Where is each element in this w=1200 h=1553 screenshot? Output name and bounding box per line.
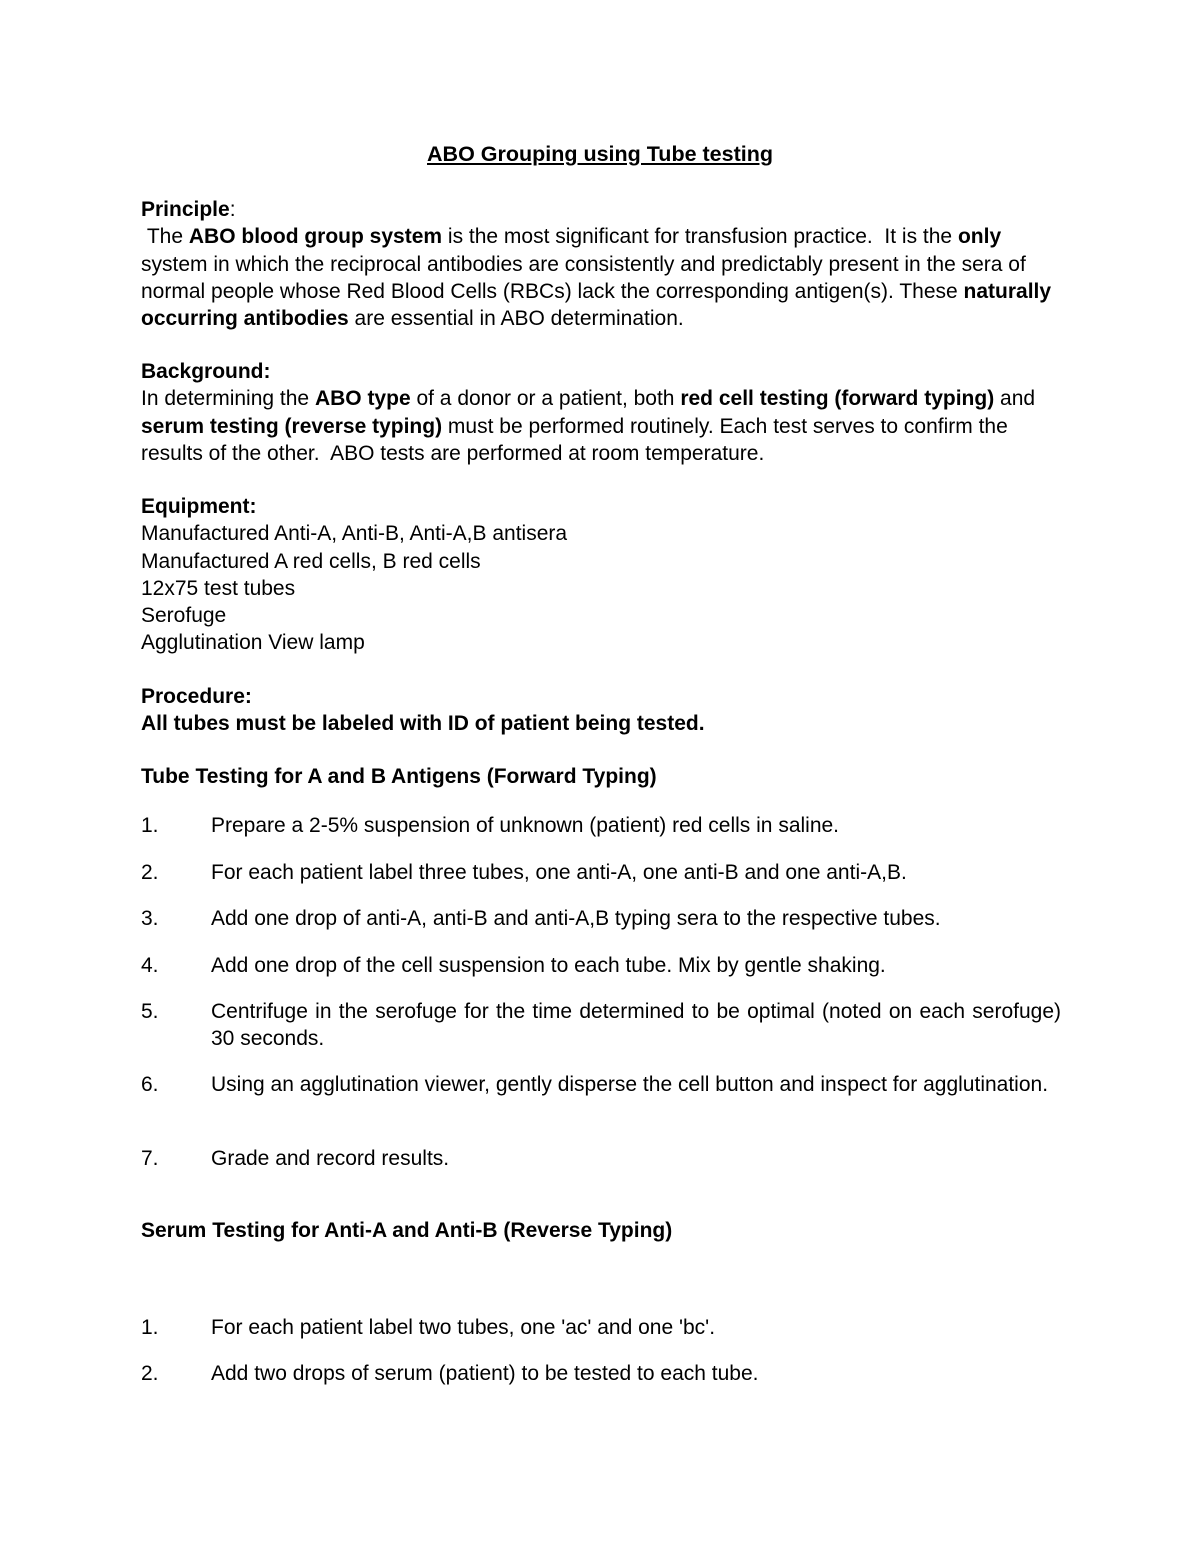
equipment-section [141, 493, 1061, 657]
forward-step [141, 952, 1061, 979]
step-number: 1. [141, 814, 159, 837]
background-bold-3: serum testing (reverse typing) [141, 414, 443, 438]
principle-bold-3: naturally occurring antibodies [141, 279, 1057, 331]
step-number: 1. [141, 1316, 159, 1339]
step-text: Prepare a 2-5% suspension of unknown (patient) red cells in saline. [211, 814, 840, 837]
background-heading: Background: [141, 360, 271, 383]
forward-step [141, 905, 1061, 932]
background-paragraph [141, 385, 1061, 467]
equipment-item: Agglutination View lamp [141, 631, 365, 655]
step-text: For each patient label two tubes, one 'ac' and one 'bc'. [211, 1316, 716, 1339]
step-number: 7. [141, 1147, 159, 1170]
background-text-2: of a donor or a patient, both [410, 387, 681, 411]
background-text-4: must be performed routinely. Each test serves to confirm the results of the other. ABO tests are performed at room temperature. [141, 414, 1014, 465]
step-text: Grade and record results. [211, 1147, 450, 1170]
background-section [141, 358, 1061, 467]
reverse-typing-heading: Serum Testing for Anti-A and Anti-B (Reverse Typing) [141, 1219, 673, 1242]
forward-step [141, 859, 1061, 886]
principle-text-2: is the most significant for transfusion practice. It is the [442, 225, 958, 249]
step-text: Add one drop of anti-A, anti-B and anti-A,B typing sera to the respective tubes. [211, 907, 941, 930]
step-number: 6. [141, 1073, 159, 1096]
step-number: 2. [141, 1362, 159, 1385]
principle-text-3: system in which the reciprocal antibodies are consistently and predictably present in the sera of normal people whose Red Blood Cells (RBCs) lack the corresponding antigen(s). These [141, 225, 1032, 303]
step-number: 4. [141, 954, 159, 977]
reverse-step [141, 1314, 1061, 1341]
principle-text-1: The [141, 225, 189, 249]
forward-step [141, 812, 1061, 839]
equipment-item: Manufactured A red cells, B red cells [141, 549, 481, 573]
step-number: 3. [141, 907, 159, 930]
principle-bold-2: only [957, 225, 1002, 249]
forward-step [141, 1145, 1061, 1172]
step-number: 5. [141, 1000, 159, 1023]
procedure-heading: Procedure: [141, 685, 252, 708]
forward-step [141, 998, 1061, 1052]
equipment-item: Manufactured Anti-A, Anti-B, Anti-A,B antisera [141, 522, 568, 546]
equipment-item: Serofuge [141, 604, 227, 628]
page-title: ABO Grouping using Tube testing [427, 142, 773, 166]
background-text-1: In determining the [141, 387, 315, 411]
step-text: Add one drop of the cell suspension to each tube. Mix by gentle shaking. [211, 954, 886, 977]
step-text: Centrifuge in the serofuge for the time determined to be optimal (noted on each serofuge) 30 seconds. [211, 1000, 1061, 1050]
equipment-heading: Equipment: [141, 495, 257, 518]
background-bold-2: red cell testing (forward typing) [680, 387, 995, 411]
principle-heading: Principle [141, 198, 230, 221]
background-bold-1: ABO type [314, 387, 411, 411]
step-number: 2. [141, 861, 159, 884]
principle-bold-1: ABO blood group system [188, 225, 443, 249]
equipment-item: 12x75 test tubes [141, 576, 296, 600]
procedure-section [141, 683, 1061, 738]
forward-typing-heading: Tube Testing for A and B Antigens (Forward Typing) [141, 765, 657, 788]
principle-paragraph [141, 223, 1061, 332]
reverse-step [141, 1360, 1061, 1387]
step-text: For each patient label three tubes, one anti-A, one anti-B and one anti-A,B. [211, 861, 907, 884]
principle-text-4: are essential in ABO determination. [348, 307, 684, 331]
step-text: Add two drops of serum (patient) to be tested to each tube. [211, 1362, 759, 1385]
forward-step [141, 1071, 1061, 1098]
principle-section [141, 196, 1061, 332]
step-text: Using an agglutination viewer, gently disperse the cell button and inspect for agglutination. [211, 1073, 1049, 1096]
procedure-note: All tubes must be labeled with ID of patient being tested. [141, 712, 705, 736]
background-text-3: and [994, 387, 1041, 411]
principle-colon: : [229, 198, 236, 221]
